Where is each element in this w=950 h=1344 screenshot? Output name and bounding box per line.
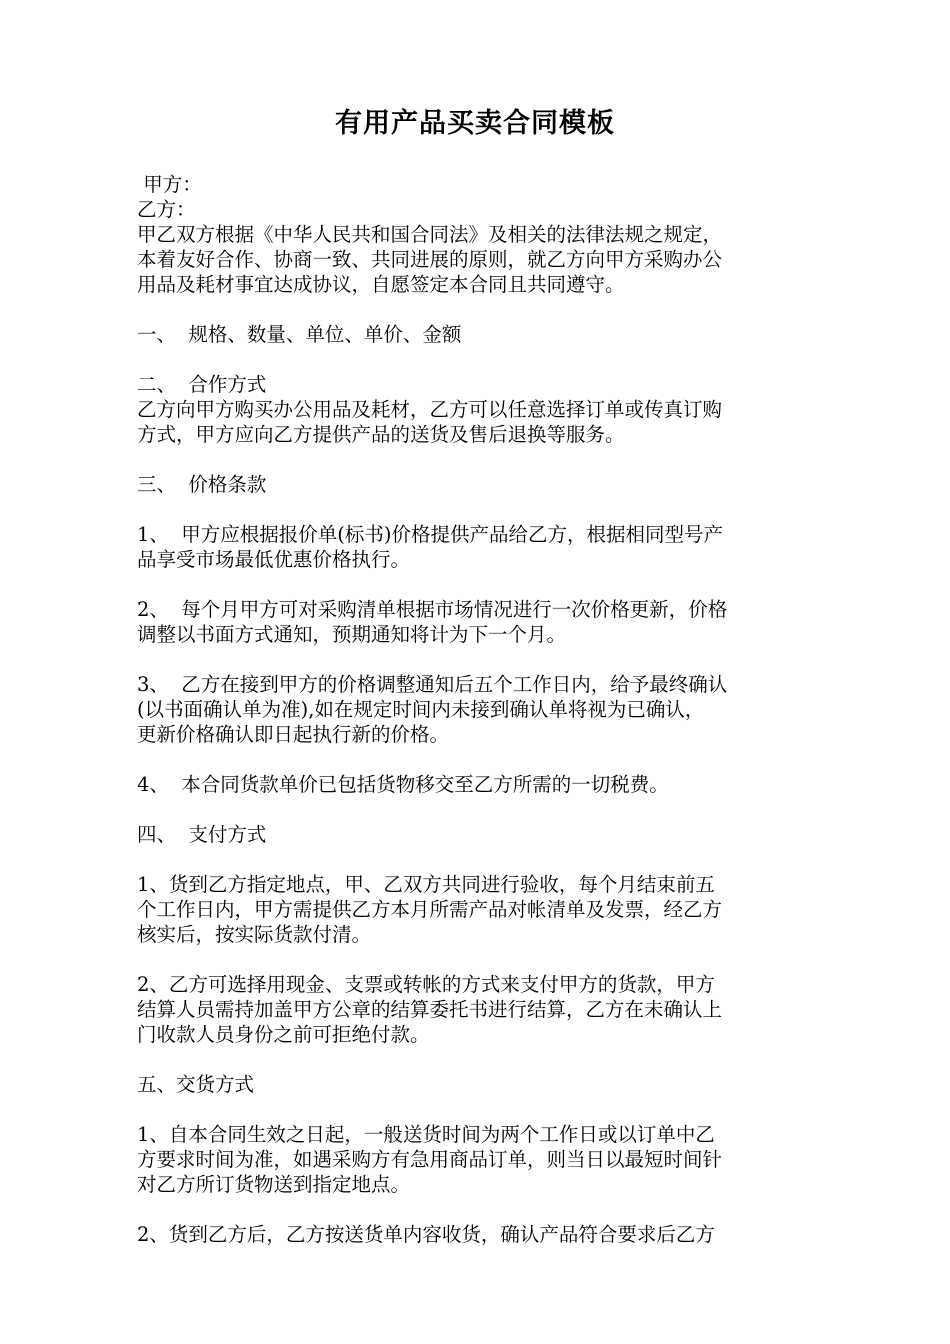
section-5-item-1 (137, 1122, 827, 1197)
document-title: 有用产品买卖合同模板 (335, 108, 615, 139)
paragraph-gap (137, 497, 827, 522)
paragraph-line: 乙方向甲方购买办公用品及耗材，乙方可以任意选择订单或传真订购 (137, 398, 723, 421)
paragraph-gap (137, 1197, 827, 1222)
section-3-item-4 (137, 772, 827, 797)
paragraph-gap (137, 947, 827, 972)
paragraph-gap (137, 797, 827, 822)
paragraph-line: 1、自本合同生效之日起，一般送货时间为两个工作日或以订单中乙 (137, 1123, 715, 1146)
paragraph-line: 2、乙方可选择用现金、支票或转帐的方式来支付甲方的货款，甲方 (137, 973, 715, 996)
document-body (137, 172, 827, 1247)
paragraph-line: (以书面确认单为准),如在规定时间内未接到确认单将视为已确认， (137, 698, 705, 721)
section-3-heading: 三、 价格条款 (137, 473, 267, 496)
paragraph-gap (137, 847, 827, 872)
paragraph-line: 1、 甲方应根据报价单(标书)价格提供产品给乙方，根据相同型号产 (137, 523, 724, 546)
paragraph-line: 方要求时间为准，如遇采购方有急用商品订单，则当日以最短时间针 (137, 1148, 723, 1171)
section-3-item-3 (137, 672, 827, 747)
party-a-line: 甲方： (137, 173, 202, 196)
paragraph-gap (137, 1097, 827, 1122)
section-4-item-1 (137, 872, 827, 947)
paragraph-line: 对乙方所订货物送到指定地点。 (137, 1173, 411, 1196)
paragraph-line: 1、货到乙方指定地点，甲、乙双方共同进行验收，每个月结束前五 (137, 873, 715, 896)
paragraph-line: 2、货到乙方后，乙方按送货单内容收货，确认产品符合要求后乙方 (137, 1223, 715, 1246)
paragraph-line: 更新价格确认即日起执行新的价格。 (137, 723, 450, 746)
paragraph-gap (137, 347, 827, 372)
section-5-heading: 五、交货方式 (137, 1073, 255, 1096)
paragraph-line: 甲乙双方根据《中华人民共和国合同法》及相关的法律法规之规定， (137, 223, 723, 246)
section-2-paragraph (137, 397, 827, 447)
section-5-item-2 (137, 1222, 827, 1247)
paragraph-gap (137, 447, 827, 472)
paragraph-gap (137, 297, 827, 322)
paragraph-line: 用品及耗材事宜达成协议，自愿签定本合同且共同遵守。 (137, 273, 625, 296)
paragraph-gap (137, 1047, 827, 1072)
paragraph-line: 品享受市场最低优惠价格执行。 (137, 548, 411, 571)
section-3-item-2 (137, 597, 827, 647)
paragraph-gap (137, 572, 827, 597)
intro-paragraph (137, 222, 827, 297)
paragraph-line: 本着友好合作、协商一致、共同进展的原则，就乙方向甲方采购办公 (137, 248, 723, 271)
section-1-heading: 一、 规格、数量、单位、单价、金额 (137, 323, 462, 346)
paragraph-line: 门收款人员身份之前可拒绝付款。 (137, 1023, 430, 1046)
paragraph-line: 核实后，按实际货款付清。 (137, 923, 372, 946)
paragraph-line: 方式，甲方应向乙方提供产品的送货及售后退换等服务。 (137, 423, 625, 446)
paragraph-gap (137, 647, 827, 672)
section-3-item-1 (137, 522, 827, 572)
paragraph-line: 4、 本合同货款单价已包括货物移交至乙方所需的一切税费。 (137, 773, 669, 796)
section-4-item-2 (137, 972, 827, 1047)
paragraph-gap (137, 747, 827, 772)
section-2-heading: 二、 合作方式 (137, 373, 267, 396)
paragraph-line: 2、 每个月甲方可对采购清单根据市场情况进行一次价格更新，价格 (137, 598, 728, 621)
paragraph-line: 个工作日内，甲方需提供乙方本月所需产品对帐清单及发票，经乙方 (137, 898, 723, 921)
paragraph-line: 结算人员需持加盖甲方公章的结算委托书进行结算，乙方在未确认上 (137, 998, 723, 1021)
paragraph-line: 3、 乙方在接到甲方的价格调整通知后五个工作日内，给予最终确认 (137, 673, 728, 696)
paragraph-line: 调整以书面方式通知，预期通知将计为下一个月。 (137, 623, 567, 646)
section-4-heading: 四、 支付方式 (137, 823, 267, 846)
party-b-line: 乙方： (137, 198, 196, 221)
